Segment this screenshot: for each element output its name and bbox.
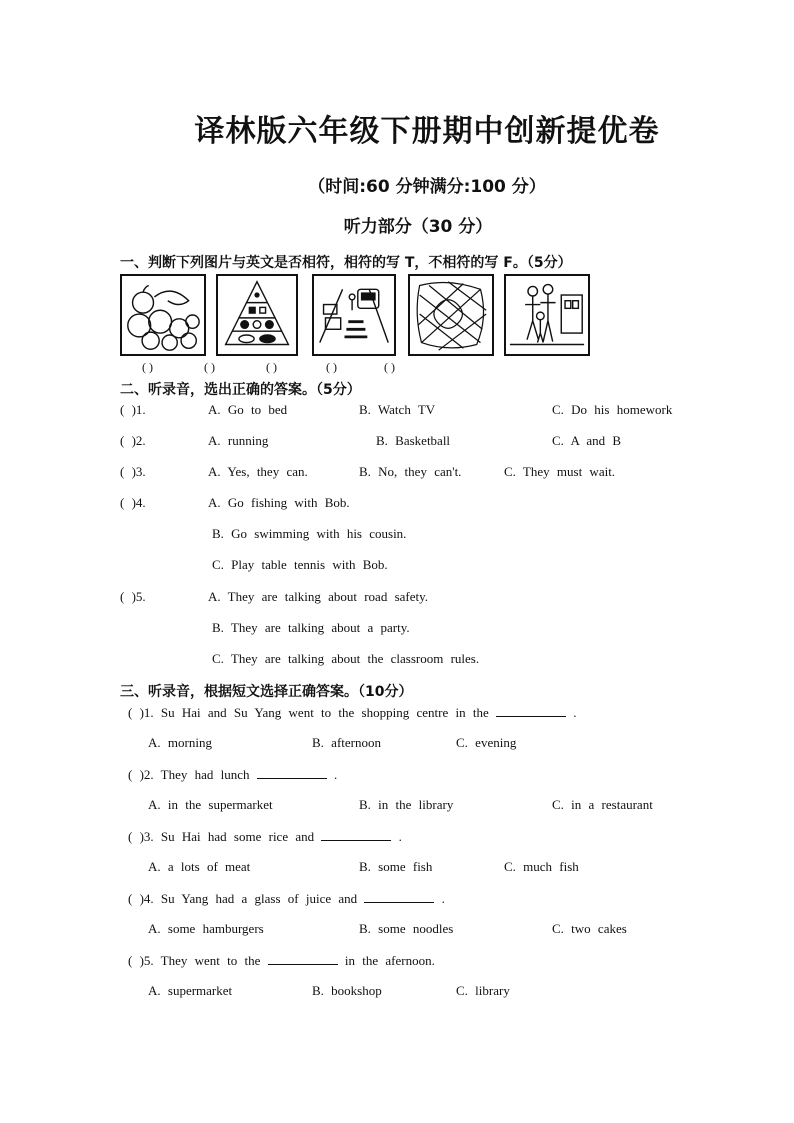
section3-heading: 三、听录音，根据短文选择正确答案。（10分） (120, 684, 413, 700)
s3-q5-stem: ( )5. They went to the (128, 953, 261, 968)
s3-q3-end: . (398, 829, 402, 844)
s3-q5-blank[interactable] (268, 952, 338, 965)
family-in-town-icon (506, 276, 588, 354)
answer-paren-5[interactable]: ( ) (384, 360, 395, 374)
s3-q5-end: in the afernoon. (344, 953, 435, 968)
s2-q2-stem: ( )2. (120, 433, 146, 448)
answer-paren-1[interactable]: ( ) (142, 360, 153, 374)
net-picture (408, 274, 494, 356)
s2-q3-option-c: C. They must wait. (504, 464, 616, 479)
s2-q3-option-a: A. Yes, they can. (208, 464, 308, 479)
page-title: 译林版六年级下册期中创新提优卷 (194, 114, 660, 149)
s3-q5-line (128, 952, 435, 969)
s2-q4-option-c: C. Play table tennis with Bob. (212, 557, 388, 572)
s2-q4-stem: ( )4. (120, 495, 146, 510)
answer-paren-4[interactable]: ( ) (326, 360, 337, 374)
s2-q4-option-b: B. Go swimming with his cousin. (212, 526, 407, 541)
s3-q2-option-c: C. in a restaurant (552, 797, 653, 812)
s3-q1-line (128, 704, 576, 721)
net-icon (410, 276, 492, 354)
s3-q3-blank[interactable] (321, 828, 391, 841)
s3-q5-option-a: A. supermarket (148, 983, 233, 998)
s3-q1-end: . (573, 705, 577, 720)
s3-q3-option-a: A. a lots of meat (148, 859, 251, 874)
s3-q3-stem: ( )3. Su Hai had some rice and (128, 829, 315, 844)
s2-q3-option-b: B. No, they can't. (359, 464, 462, 479)
s3-q3-line (128, 828, 402, 845)
traffic-crossing-picture (312, 274, 396, 356)
s3-q5-option-c: C. library (456, 983, 510, 998)
s3-q1-option-b: B. afternoon (312, 735, 381, 750)
traffic-crossing-icon (314, 276, 394, 354)
s3-q4-end: . (441, 891, 445, 906)
s3-q4-stem: ( )4. Su Yang had a glass of juice and (128, 891, 358, 906)
s3-q2-line (128, 766, 337, 783)
family-in-town-picture (504, 274, 590, 356)
s3-q2-end: . (334, 767, 338, 782)
s2-q5-option-b: B. They are talking about a party. (212, 620, 410, 635)
s3-q1-stem: ( )1. Su Hai and Su Yang went to the shopping centre in the (128, 705, 489, 720)
exam-time-score: （时间:60 分钟满分:100 分） (308, 177, 546, 197)
section2-heading: 二、听录音，选出正确的答案。（5分） (120, 382, 361, 398)
s3-q5-option-b: B. bookshop (312, 983, 382, 998)
food-pyramid-icon (218, 276, 296, 354)
s3-q1-option-a: A. morning (148, 735, 212, 750)
s2-q5-option-c: C. They are talking about the classroom rules. (212, 651, 480, 666)
s2-q1-option-b: B. Watch TV (359, 402, 436, 417)
s2-q5-stem: ( )5. (120, 589, 146, 604)
s3-q2-option-b: B. in the library (359, 797, 454, 812)
s2-q2-option-a: A. running (208, 433, 269, 448)
s3-q4-option-b: B. some noodles (359, 921, 454, 936)
s3-q2-stem: ( )2. They had lunch (128, 767, 250, 782)
s2-q4-option-a: A. Go fishing with Bob. (208, 495, 350, 510)
s2-q1-stem: ( )1. (120, 402, 146, 417)
answer-paren-3[interactable]: ( ) (266, 360, 277, 374)
food-pyramid-picture (216, 274, 298, 356)
s3-q4-line (128, 890, 445, 907)
fruit-basket-icon (122, 276, 204, 354)
s3-q2-option-a: A. in the supermarket (148, 797, 273, 812)
s2-q2-option-b: B. Basketball (376, 433, 451, 448)
answer-paren-2[interactable]: ( ) (204, 360, 215, 374)
s3-q1-blank[interactable] (496, 704, 566, 717)
s2-q1-option-a: A. Go to bed (208, 402, 288, 417)
section1-heading: 一、判断下列图片与英文是否相符，相符的写 T，不相符的写 F。（5分） (120, 255, 572, 271)
s3-q4-option-a: A. some hamburgers (148, 921, 264, 936)
s3-q2-blank[interactable] (257, 766, 327, 779)
s2-q3-stem: ( )3. (120, 464, 146, 479)
s2-q1-option-c: C. Do his homework (552, 402, 673, 417)
s3-q4-option-c: C. two cakes (552, 921, 627, 936)
s3-q3-option-c: C. much fish (504, 859, 579, 874)
fruit-basket-picture (120, 274, 206, 356)
s2-q5-option-a: A. They are talking about road safety. (208, 589, 429, 604)
listening-part-heading: 听力部分（30 分） (343, 217, 493, 237)
s3-q4-blank[interactable] (364, 890, 434, 903)
s3-q3-option-b: B. some fish (359, 859, 433, 874)
s3-q1-option-c: C. evening (456, 735, 517, 750)
s2-q2-option-c: C. A and B (552, 433, 622, 448)
